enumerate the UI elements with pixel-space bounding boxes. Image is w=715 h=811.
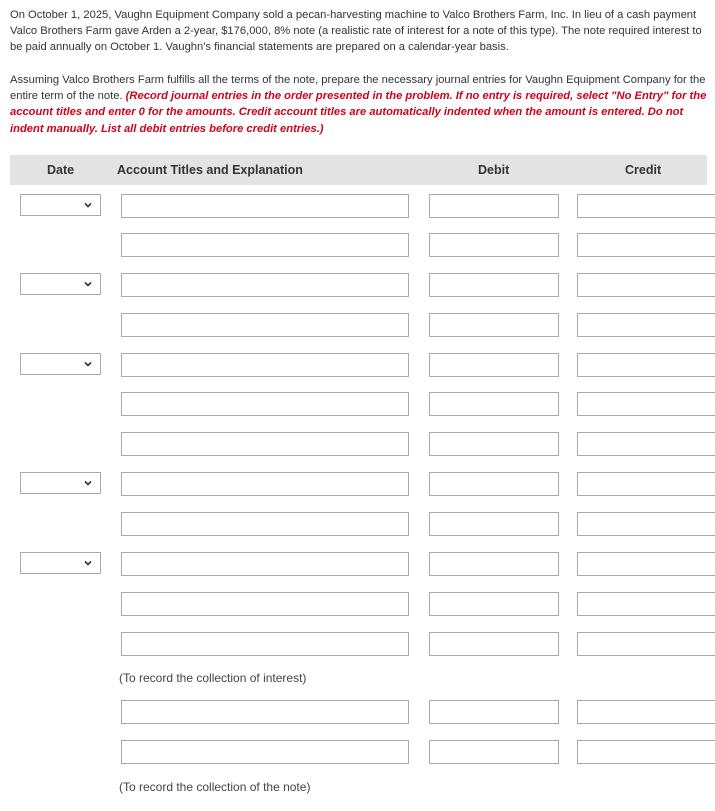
chevron-down-icon	[82, 557, 94, 569]
problem-statement: On October 1, 2025, Vaughn Equipment Company sold a pecan-harvesting machine to Valco Brothers Farm, Inc. In lieu of a cash payment Valco Brothers Farm gave Arden a 2-year, $176,000, 8% note (a realistic rate of interest for a note of this type). The note required interest to be paid annually on October 1. Vaughn's financial statements are prepared on a calendar-year basis.	[10, 9, 702, 54]
account-title-input[interactable]	[121, 392, 409, 416]
debit-input[interactable]	[429, 740, 559, 764]
account-title-input[interactable]	[121, 353, 409, 377]
debit-input[interactable]	[429, 632, 559, 656]
entry-explanation-interest: (To record the collection of interest)	[119, 671, 307, 685]
credit-input[interactable]	[577, 392, 715, 416]
credit-input[interactable]	[577, 700, 715, 724]
journal-row	[0, 700, 715, 724]
account-title-input[interactable]	[121, 233, 409, 257]
header-account-titles: Account Titles and Explanation	[117, 163, 303, 177]
journal-row	[0, 273, 715, 297]
account-title-input[interactable]	[121, 313, 409, 337]
credit-input[interactable]	[577, 512, 715, 536]
journal-row	[0, 632, 715, 656]
account-title-input[interactable]	[121, 700, 409, 724]
account-title-input[interactable]	[121, 273, 409, 297]
credit-input[interactable]	[577, 592, 715, 616]
debit-input[interactable]	[429, 353, 559, 377]
account-title-input[interactable]	[121, 194, 409, 218]
header-date: Date	[47, 163, 75, 177]
debit-input[interactable]	[429, 472, 559, 496]
date-select[interactable]	[20, 552, 101, 574]
credit-input[interactable]	[577, 313, 715, 337]
credit-input[interactable]	[577, 552, 715, 576]
journal-row	[0, 392, 715, 416]
journal-row	[0, 432, 715, 456]
journal-row	[0, 472, 715, 496]
account-title-input[interactable]	[121, 592, 409, 616]
instructions-paragraph	[10, 72, 710, 137]
date-select[interactable]	[20, 194, 101, 216]
date-select[interactable]	[20, 353, 101, 375]
debit-input[interactable]	[429, 313, 559, 337]
journal-table-header	[10, 155, 707, 185]
debit-input[interactable]	[429, 552, 559, 576]
debit-input[interactable]	[429, 432, 559, 456]
debit-input[interactable]	[429, 273, 559, 297]
credit-input[interactable]	[577, 353, 715, 377]
entry-explanation-note: (To record the collection of the note)	[119, 780, 311, 794]
credit-input[interactable]	[577, 632, 715, 656]
account-title-input[interactable]	[121, 512, 409, 536]
instructions-note: (Record journal entries in the order presented in the problem. If no entry is required, select "No Entry" for the account titles and enter 0 for the amounts. Credit account titles are automatically indented when the amount is entered. Do not indent manually. List all debit entries before credit entries.)	[10, 90, 707, 135]
header-debit: Debit	[478, 163, 510, 177]
debit-input[interactable]	[429, 592, 559, 616]
journal-row	[0, 592, 715, 616]
date-select[interactable]	[20, 273, 101, 295]
journal-row	[0, 194, 715, 218]
header-credit: Credit	[625, 163, 662, 177]
date-select[interactable]	[20, 472, 101, 494]
credit-input[interactable]	[577, 233, 715, 257]
credit-input[interactable]	[577, 740, 715, 764]
debit-input[interactable]	[429, 512, 559, 536]
journal-row	[0, 740, 715, 764]
credit-input[interactable]	[577, 194, 715, 218]
account-title-input[interactable]	[121, 472, 409, 496]
debit-input[interactable]	[429, 233, 559, 257]
journal-row	[0, 313, 715, 337]
instructions-intro: Assuming Valco Brothers Farm fulfills all the terms of the note, prepare the necessary journal entries for Vaughn Equipment Company for the entire term of the note.	[10, 74, 706, 103]
debit-input[interactable]	[429, 700, 559, 724]
journal-row	[0, 552, 715, 576]
journal-row	[0, 353, 715, 377]
account-title-input[interactable]	[121, 632, 409, 656]
account-title-input[interactable]	[121, 552, 409, 576]
chevron-down-icon	[82, 199, 94, 211]
debit-input[interactable]	[429, 194, 559, 218]
account-title-input[interactable]	[121, 432, 409, 456]
chevron-down-icon	[82, 358, 94, 370]
credit-input[interactable]	[577, 472, 715, 496]
credit-input[interactable]	[577, 273, 715, 297]
journal-row	[0, 233, 715, 257]
journal-row	[0, 512, 715, 536]
chevron-down-icon	[82, 278, 94, 290]
credit-input[interactable]	[577, 432, 715, 456]
account-title-input[interactable]	[121, 740, 409, 764]
chevron-down-icon	[82, 477, 94, 489]
debit-input[interactable]	[429, 392, 559, 416]
